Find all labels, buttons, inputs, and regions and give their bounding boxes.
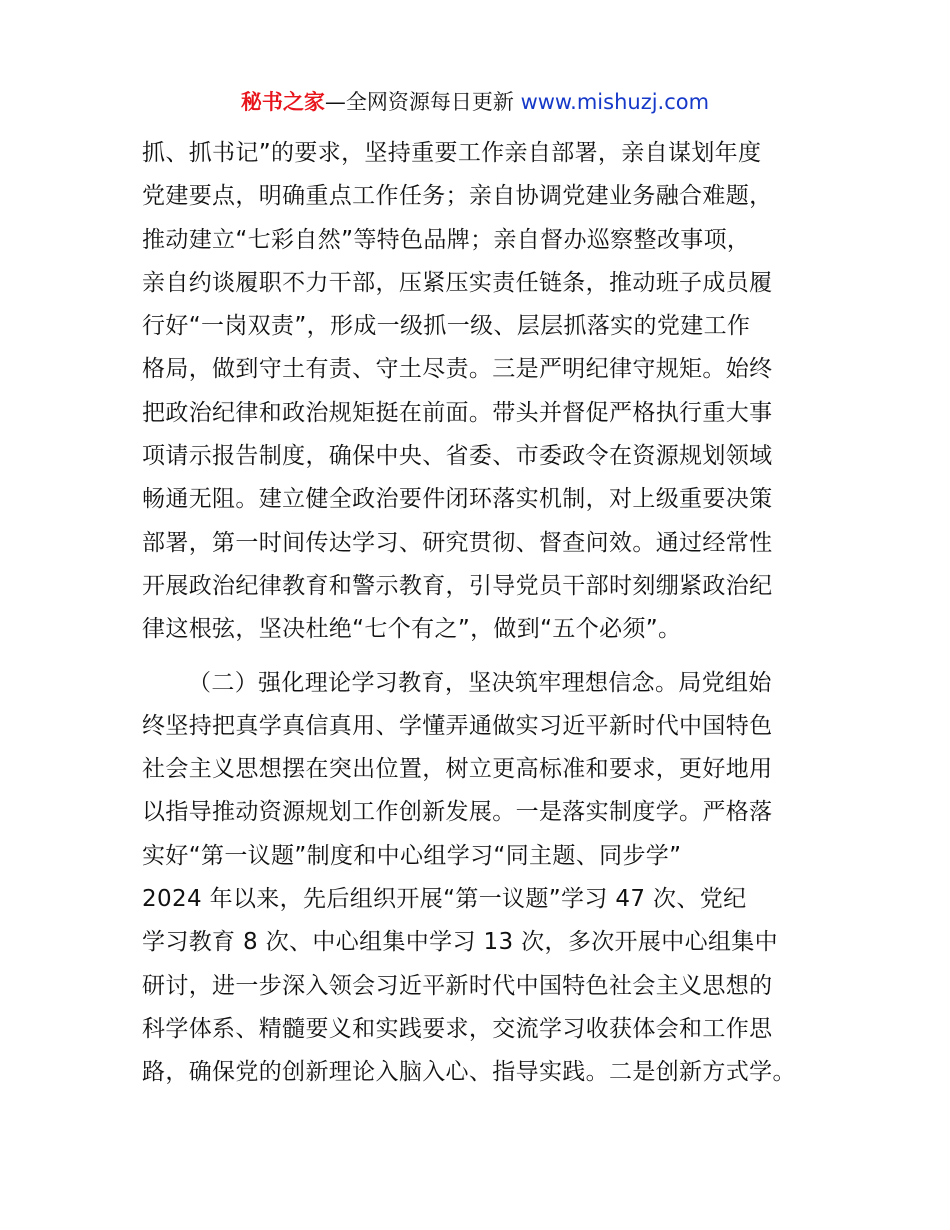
text-line: 律这根弦，坚决杜绝“七个有之”，做到“五个必须”。 [142,616,682,643]
paragraph-2 [142,662,832,1095]
header-url-link[interactable]: www.mishuzj.com [520,90,710,114]
header-slogan: —全网资源每日更新 [324,90,521,114]
text-line: 科学体系、精髓要义和实践要求，交流学习收获体会和工作思 [142,1015,773,1042]
text-line: 畅通无阻。建立健全政治要件闭环落实机制，对上级重要决策 [142,486,773,513]
document-body [142,132,832,1095]
text-line: 社会主义思想摆在突出位置，树立更高标准和要求，更好地用 [142,756,773,783]
text-line: 项请示报告制度，确保中央、省委、市委政令在资源规划领域 [142,443,773,470]
text-line: 行好“一岗双责”，形成一级抓一级、层层抓落实的党建工作 [142,313,751,340]
text-line: 终坚持把真学真信真用、学懂弄通做实习近平新时代中国特色 [142,712,773,739]
text-line: 把政治纪律和政治规矩挺在前面。带头并督促严格执行重大事 [142,399,773,426]
text-line: 格局，做到守土有责、守土尽责。三是严明纪律守规矩。始终 [142,356,773,383]
text-line: 开展政治纪律教育和警示教育，引导党员干部时刻绷紧政治纪 [142,572,773,599]
text-line: 以指导推动资源规划工作创新发展。一是落实制度学。严格落 [142,799,773,826]
text-line: 推动建立“七彩自然”等特色品牌；亲自督办巡察整改事项， [142,226,751,253]
text-line-indented: （二）强化理论学习教育，坚决筑牢理想信念。局党组始 [188,669,772,696]
text-line: 2024 年以来，先后组织开展“第一议题”学习 47 次、党纪 [142,886,747,913]
text-line: 部署，第一时间传达学习、研究贯彻、督查问效。通过经常性 [142,529,773,556]
text-line: 路，确保党的创新理论入脑入心、指导实践。二是创新方式学。 [142,1059,796,1086]
header-brand: 秘书之家 [240,90,325,114]
text-line: 党建要点，明确重点工作任务；亲自协调党建业务融合难题， [142,183,773,210]
text-line: 抓、抓书记”的要求，坚持重要工作亲自部署，亲自谋划年度 [142,140,762,166]
text-line: 实好“第一议题”制度和中心组学习“同主题、同步学” [142,842,682,869]
paragraph-1 [142,132,832,652]
text-line: 亲自约谈履职不力干部，压紧压实责任链条，推动班子成员履 [142,269,773,296]
text-line: 研讨，进一步深入领会习近平新时代中国特色社会主义思想的 [142,972,773,999]
page-header [0,88,950,116]
text-line: 学习教育 8 次、中心组集中学习 13 次，多次开展中心组集中 [142,929,778,956]
